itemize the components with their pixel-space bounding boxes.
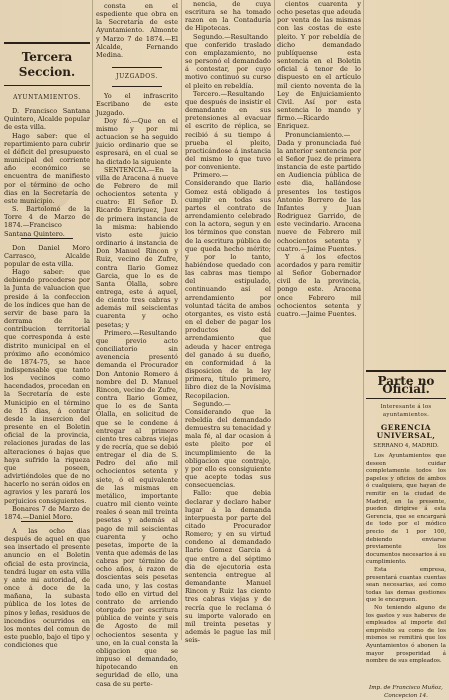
paragraph: A las ocho dias después de aquel en que sea insertado el presente anuncio en el Boletin oficial de esta provincia, tendrá lugar en esta villa y ante mi autoridad, de once á doce de la mañana, la subasta pública de los lotes de pinos y leñas, residuos de incendios ocurridos en los montes del comun de este pueblo, bajo el tipo y condiciones que [4, 526, 90, 650]
paragraph: Esta empresa, presentará cuantas cuentas sean necesarias, así como todas las demas gestiones que le encarguen. [366, 567, 446, 604]
paragraph: S. Bartolomé de la Torre 4 de Marzo de 1874.—Francisco Santana Quintero. [4, 205, 90, 238]
ayuntamientos-heading: AYUNTAMIENTOS. [13, 94, 81, 101]
paragraph: Yo el infrascrito Escribano de este Juzgado. [96, 92, 178, 117]
column-divider [363, 0, 364, 640]
column-1 [4, 0, 90, 650]
divider [112, 67, 161, 68]
column-divider [92, 0, 93, 640]
gerencia-heading: GERENCIA UNIVERSAL, [376, 422, 436, 440]
paragraph: Pronunciamiento.—Dada y pronunciada fué la anterior sentencia por el Señor Juez de primera instancia de este partido en Audiencia pública de este dia, hallándose presentes los testigos Antonio Borrero de las Infantes y Juan Rodriguez Garrido, de este vecindario. Aracena nueve de Febrero mil ochocientos setenta y cuatro.—Jaime Fuentes. [277, 130, 361, 253]
interesante-heading: Interesante á los ayuntamientos. [380, 404, 432, 419]
column-4 [277, 0, 361, 640]
parte-no-oficial-title: Parte no Oficial. [366, 370, 446, 399]
paragraph: Segundo.—Resultando que conferido traslado con emplazamiento, no se personó el demandado á contestar, por cuyo motivo continuó su curso el pleito en rebeldía. [185, 32, 271, 90]
paragraph: Y á los efectos acordados y para remitir al Señor Gobernador civil de la provincia, pongo este. Aracena once Febrero mil ochocientos setenta y cuatro.—Jaime Fuentes. [277, 252, 361, 318]
paragraph: cientos cuarenta y ocho pesetas que adeuda por venta de las mismas con las costas de este pleito. Y por rebeldía de dicho demandado publíquense esta sentencia en el Boletin oficial á tenor de lo dispuesto en el artículo mil ciento noventa de la Ley de Enjuiciamiento Civil. Así por esta sentencia lo mando y firmo.—Ricardo Enriquez. [277, 0, 361, 131]
paragraph: Los Ayuntamientos que deseen cuidar completamente todos los papeles y oficios de ambos ó cualquiera, que hayan de remitir en la ciudad de Madrid, en la presente, pueden dirigirse á esta Gerencia, que se encargará de todo por el módico precio de 1 por 100, debiendo enviarse previamente los documentos necesarios á su cumplimiento. [366, 453, 446, 566]
gerencia-address: SERRANO 4, MADRID. [373, 442, 439, 449]
column-3 [185, 0, 271, 645]
paragraph: Primero.—Resultando que previo acto conciliatorio sin avenencia presentó demanda el Procurador Don Antonio Romero á nombre del D. Manuel Rincon, vecino de Zufre, contra Ilario Gomez, que lo es de Santa Olalla, en solicitud de que se le condene á entregar al primero ciento tres cabras viejas y de recría, que se debió entregar el dia de S. Pedro del año mil ochocientos setenta y siete, ó el equivalente de las mismas en metálico, importante cuatro mil ciento veinte reales ó sean mil treinta pesetas y además al pago de mil seiscientas cuarenta y ocho pesetas, importe de la venta que además de las cabras por término de ocho años, á razon de doscientas seis pesetas cada uno, y las costas todo ello en virtud del contrato de arriendo otorgado por escritura pública de veinte y seis de Agosto de mil ochocientos sesenta y uno, en la cual consta la obligacion que se impuso el demandado, hipotecando en seguridad de ello, una casa de su perte- [96, 328, 178, 688]
paragraph: Hago saber: que debiendo procederse por la Junta de valuacion que preside á la confeccion de los índices que han de servir de base para la derrama de la contribucion territorial que corresponda á este distrito municipal en el próximo año económico de 1874-75, se hace indispensable que tanto los vecinos como hacendados, procedan en la Secretaría de este Municipio en el término de 15 dias, á contar desde la insercion del presente en el Boletin oficial de la provincia, relaciones juradas de las alteraciones ó bajas que haya sufrido la riqueza que poseen, advirtiéndoles que de no hacerlo no serán oidos en agravios y les parará los perjuicios consiguientes. [4, 268, 90, 505]
juzgados-heading: JUZGADOS. [116, 73, 158, 81]
column-divider [274, 0, 275, 640]
paragraph: SENTENCIA.—En la villa de Aracena á nueve de Febrero de mil ochocientos setenta y cuatro: El Señor D. Ricardo Enriquez, Juez de primera instancia de la misma: habiendo visto este juicio ordinario á instancia de Don Manuel Rincon y Ruiz, vecino de Zufre, contra Ilario Gomez Garcia, que lo es de Santa Olalla, sobre entrega, este á aquel, de ciento tres cabras y además mil seiscientas cuarenta y ocho pesetas; y [96, 165, 178, 329]
divider [21, 238, 73, 239]
paragraph: D. Francisco Santana Quintero, Alcalde popular de esta villa. [4, 107, 90, 132]
column-5 [366, 0, 446, 699]
paragraph: consta en el espediente que obra en la Secretaría de este Ayuntamiento. Almonte y Marzo 7 de 1874.—El Alcalde, Fernando Medina. [96, 2, 178, 59]
paragraph: Primero.—Considerando que Ilario Gomez está obligado á cumplir en todas sus partes el contrato de arrendamiento celebrado con la actora, segun y en los términos que constan de la escritura pública de que queda hecho mérito; y por lo tanto, habiéndose quedado con las cabras mas tiempo del estipulado, continuando así el arrendamiento por voluntad tácita de ambos otorgantes, es visto está en el deber de pagar los productos del arrendamiento que adeuda y hacer entrega del ganado á su dueño, en conformidad á la disposicion de la ley primera, título primero, libro diez de la Novísima Recopilacion. [185, 171, 271, 400]
divider [112, 86, 161, 87]
divider [21, 521, 73, 522]
paragraph: Segundo.—Considerando que la rebeldía del demandado demuestra su tenacidad y mala fé, al dar ocasion á este pleito por el incumplimiento de la obligacion que contrajo, y por ello es consiguiente que acepte todas sus consecuencias. [185, 399, 271, 490]
paragraph: Hago saber: que el repartimiento para cubrir el déficit del presupuesto municipal del corriente año económico se encuentra de manifiesto por el término de ocho dias en la Secretaría de este municipio. [4, 131, 90, 205]
section-title: Tercera Seccion. [4, 42, 90, 86]
paragraph: Fallo: que debia declarar y declaro haber lugar á la demanda interpuesta por parte del citado Procurador Romero; y en su virtud condeno al demandado Ilario Gomez Garcia á que entre a del séptimo dia de ejecutoria esta sentencia entregue al demandante Manuel Rincon y Ruiz las ciento tres cabras viejas y de recría que le reclama ó su importe valorado en mil treinta pesetas y además le pague las mil seis- [185, 489, 271, 645]
column-2 [96, 0, 178, 688]
spacer [366, 0, 446, 366]
paragraph: nencia, de cuya escritura se ha tomado razon en la Contaduría de Hipotecas. [185, 0, 271, 33]
paragraph: Tercero.—Resultando que después de insistir el demandante en sus pretensiones al evacuar el escrito de réplica, se recibió á su tiempo á prueba el pleito, practicándose á instancia del mismo lo que tuvo por conveniente. [185, 89, 271, 172]
printer-imprint: Imp. de Francisco Muñoz, Concepcion 14. [369, 684, 443, 699]
paragraph: Bonares 7 de Marzo de 1874.—Daniel Moro. [4, 504, 90, 521]
paragraph: Don Daniel Moro Carrasco, Alcalde popular de esta villa. [4, 243, 90, 268]
column-divider [181, 0, 182, 640]
paragraph: No teniendo alguno de los gastos y sus haberes de empleados al importe del emprésito su como de los mismos se remitirá que los Ayuntamientos ó abonen la mayor prosperidad á nombre de sus empleados. [366, 604, 446, 665]
paragraph: Doy fé.—Que en el mismo y por mi actuacion se ha seguido juicio ordinario que se espresará, en el cual se ha dictado la siguiente [96, 116, 178, 166]
